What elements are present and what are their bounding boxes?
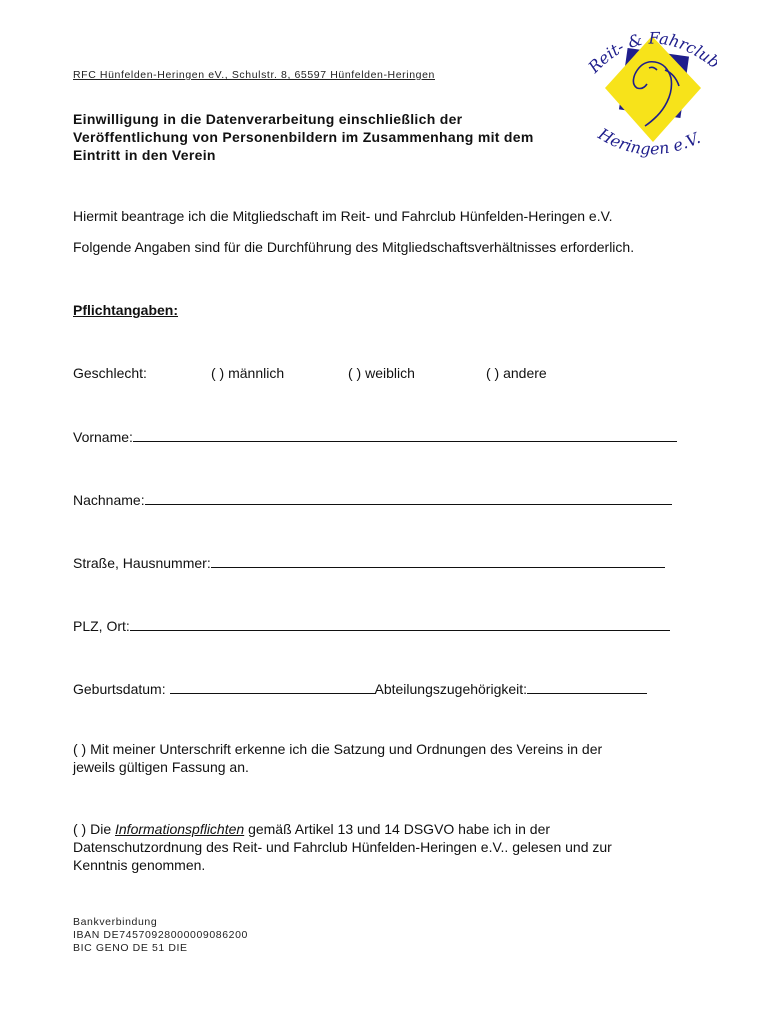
street-row xyxy=(73,553,665,571)
title-line-1: Einwilligung in die Datenverarbeitung einschließlich der xyxy=(73,111,463,127)
birthdate-label: Geburtsdatum: xyxy=(73,681,166,697)
gender-option-male[interactable]: ( ) männlich xyxy=(211,365,285,381)
intro-line-1: Hiermit beantrage ich die Mitgliedschaft im Reit- und Fahrclub Hünfelden-Heringen e.V. xyxy=(73,208,613,224)
street-label: Straße, Hausnummer: xyxy=(73,555,211,571)
last-name-field[interactable] xyxy=(145,490,672,505)
birthdate-row xyxy=(73,679,647,697)
bank-bic: BIC GENO DE 51 DIE xyxy=(73,942,188,954)
consent-statutes-line-2: jeweils gültigen Fassung an. xyxy=(73,759,249,775)
logo-text-top: eit- & Fahrclu xyxy=(593,28,715,69)
consent-privacy-line-3: Kenntnis genommen. xyxy=(73,857,206,873)
department-field[interactable] xyxy=(527,679,647,694)
last-name-row xyxy=(73,490,672,508)
birthdate-field[interactable] xyxy=(170,679,375,694)
bank-details xyxy=(73,916,248,955)
first-name-row xyxy=(73,427,677,445)
consent-statutes[interactable] xyxy=(73,740,693,776)
intro-line-2: Folgende Angaben sind für die Durchführung des Mitgliedschaftsverhältnisses erforderlich. xyxy=(73,239,635,255)
street-field[interactable] xyxy=(211,553,665,568)
section-heading: Pflichtangaben: xyxy=(73,302,179,318)
gender-option-female[interactable]: ( ) weiblich xyxy=(348,365,415,381)
zip-city-label: PLZ, Ort: xyxy=(73,618,130,634)
club-logo-graphic xyxy=(587,22,717,172)
club-logo xyxy=(587,22,717,172)
zip-city-row xyxy=(73,616,670,634)
department-label: Abteilungszugehörigkeit: xyxy=(374,681,528,697)
title-line-3: Eintritt in den Verein xyxy=(73,147,216,163)
bank-label: Bankverbindung xyxy=(73,916,158,928)
document-title xyxy=(73,110,573,164)
information-duties-link[interactable]: Informationspflichten xyxy=(115,821,245,837)
consent-privacy-line-1 xyxy=(73,820,693,838)
first-name-field[interactable] xyxy=(133,427,677,442)
last-name-label: Nachname: xyxy=(73,492,145,508)
zip-city-field[interactable] xyxy=(130,616,670,631)
logo-text-bottom: Heringen e.V. xyxy=(594,124,704,159)
first-name-label: Vorname: xyxy=(73,429,133,445)
title-line-2: Veröffentlichung von Personenbildern im Zusammenhang mit dem xyxy=(73,129,534,145)
gender-label: Geschlecht: xyxy=(73,365,147,381)
gender-option-other[interactable]: ( ) andere xyxy=(486,365,547,381)
consent-privacy-line-2: Datenschutzordnung des Reit- und Fahrclub Hünfelden-Heringen e.V.. gelesen und zur xyxy=(73,839,612,855)
consent-privacy-suffix: gemäß Artikel 13 und 14 DSGVO habe ich in der xyxy=(244,821,551,837)
bank-iban: IBAN DE74570928000009086200 xyxy=(73,929,249,941)
consent-privacy-prefix: ( ) Die xyxy=(73,821,115,837)
consent-privacy[interactable] xyxy=(73,820,693,874)
consent-statutes-line-1: ( ) Mit meiner Unterschrift erkenne ich die Satzung und Ordnungen des Vereins in der xyxy=(73,741,603,757)
club-address: RFC Hünfelden-Heringen eV., Schulstr. 8, 65597 Hünfelden-Heringen xyxy=(73,69,435,81)
